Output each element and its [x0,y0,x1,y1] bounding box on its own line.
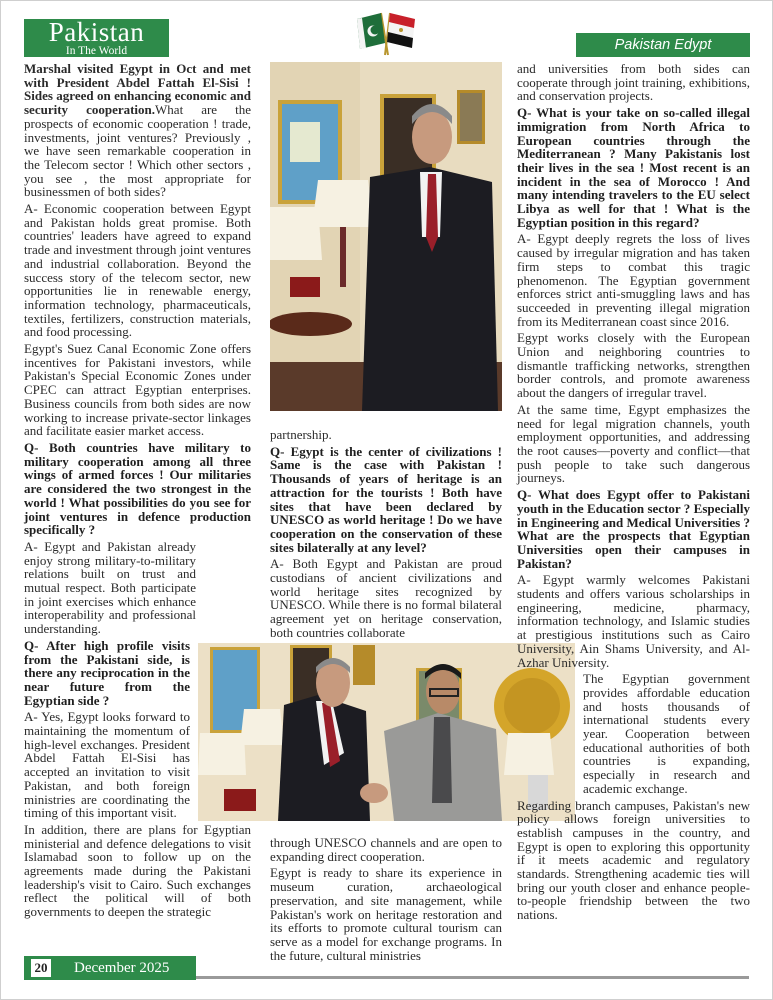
masthead-title: Pakistan [48,17,145,47]
question-4: Q- Egypt is the center of civilizations ! Same is the case with Pakistan ! Thousands of years of heritage is an attraction for the tourists ! Both have sites that have been declared by UNESCO as world heritage ! Do we have cooperation on the conservation of these sites bilaterally at any level? [270,443,502,555]
answer-5-p2: Egypt works closely with the European Union and neighboring countries to dismantle trafficking networks, strengthen border controls, and promote awareness about the dangers of irregular travel. [517,330,750,401]
question-2: Q- Both countries have military to military cooperation among all three wings of armed forces ! Our militaries are considered the two strongest in the world ! What possibilities do you see for joint ventures in defence production specifically ? [24,439,251,538]
answer-6-p3: Regarding branch campuses, Pakistan's new policy allows foreign universities to establish campuses in the country, and Egypt is open to exploring this opportunity if it meets academic and regulatory standards. Strengthening academic ties will bring our youth closer and enhance people-to-people friendship between the two nations. [517,797,750,923]
article-column-3 [517,62,750,925]
answer-4-p2: Egypt is ready to share its experience in museum curation, archaeological preservation, and site management, while Pakistan's work on heritage restoration and its efforts to promote cultural tourism can serve as a model for exchange programs. In the future, cultural ministries [270,865,502,963]
answer-6: A- Egypt warmly welcomes Pakistani students and offers various scholarships in engineering, medicine, pharmacy, information technology, and Islamic studies at prestigious institutions such as Cairo University, Ain Shams University, and Al-Azhar University. [517,572,750,670]
intro-bold: Marshal visited Egypt in Oct and met with President Abdel Fattah El-Sisi ! Sides agreed on enhancing economic and security cooperation. [24,61,251,118]
answer-1: A- Economic cooperation between Egypt and Pakistan holds great promise. Both countries' leaders have agreed to expand trade and investment through joint ventures and industrial collaboration. Beyond the success story of the telecom sector, new opportunities lie in renewable energy, information technology, pharmaceuticals, textiles, fertilizers, construction materials, and food processing. [24,201,251,340]
continuation-text: and universities from both sides can cooperate through joint training, exhibitions, and conservation projects. [517,61,750,104]
masthead-logo [24,19,169,57]
answer-5: A- Egypt deeply regrets the loss of lives caused by irregular migration and has taken firm steps to combat this tragic phenomenon. The Egyptian government enforces strict anti-smuggling laws and has succeeded in preventing illegal migration from its Mediterranean coast since 2016. [517,231,750,329]
crossed-flags-icon [355,9,419,57]
answer-6-p2: The Egyptian government provides affordable education and hosts thousands of international students every year. Cooperation between educational authorities of both countries is expanding, especially in research and academic exchange. [583,671,750,796]
answer-5-p3: At the same time, Egypt emphasizes the need for legal migration channels, youth employment opportunities, and addressing the root causes—poverty and conflict—that push people to take such dangerous journeys. [517,401,750,486]
article-column-2-top [270,428,502,643]
question-5: Q- What is your take on so-called illegal immigration from North Africa to European countries through the Mediterranean ? Many Pakistanis lost their lives in the sea ! Most recent is an incident in the sea of Morocco ! And many intending travelers to the EU select Libya as well for that ! What is the Egyptian position in this regard? [517,105,750,230]
article-column-2-bottom [270,836,502,965]
answer-4: A- Both Egypt and Pakistan are proud custodians of ancient civilizations and world heritage sites recognized by UNESCO. While there is no formal bilateral agreement yet on heritage conservation, both countries collaborate [270,556,502,640]
portrait-photo [270,62,502,411]
masthead-subtitle: In The World [65,45,128,57]
answer-3-p2: In addition, there are plans for Egyptian ministerial and defence delegations to visit Islamabad soon to follow up on the agreements made during the Pakistani leadership's visit to Cairo. Such exchanges reflect the political will of both governments to deepen the strategic [24,821,251,920]
continuation-text: partnership. [270,427,332,442]
issue-date: December 2025 [74,960,170,976]
answer-3: A- Yes, Egypt looks forward to maintaining the momentum of high-level exchanges. President Abdel Fattah El-Sisi has accepted an invitation to visit Pakistan, and both foreign ministries are coordinating the timing of this important visit. [24,709,190,821]
question-6: Q- What does Egypt offer to Pakistani youth in the Education sector ? Especially in Engineering and Medical Universities ? What are the prospects that Egyptian Universities open their campuses in Pakistan? [517,487,750,571]
answer-4-continued: through UNESCO channels and are open to expanding direct cooperation. [270,835,502,864]
question-3: Q- After high profile visits from the Pakistani side, is there any reciprocation in the near future from the Egyptian side ? [24,637,190,708]
answer-2: A- Egypt and Pakistan already enjoy strong military-to-military relations built on trust and mutual respect. Both participate in joint exercises which enhance interoperability and professional understanding. [24,538,196,637]
page-number: 20 [31,959,51,977]
intro-paragraph [24,62,251,199]
footer-rule [196,976,749,979]
answer-1-p2: Egypt's Suez Canal Economic Zone offers incentives for Pakistani investors, while Pakistan's Special Economic Zones under CPEC can attract Egyptian enterprises. Business councils from both sides are now working to increase private-sector linkages and facilitate easier market access. [24,341,251,439]
intro-question: What are the prospects of economic cooperation ! trade, investments, joint ventures? Previously , we have seen remarkable cooperation in the Telecom sector ! Which other sectors , you see , the most appropriate for businessmen of both sides? [24,102,251,200]
page-footer [24,956,196,980]
section-tag: Pakistan Edypt [576,33,750,57]
